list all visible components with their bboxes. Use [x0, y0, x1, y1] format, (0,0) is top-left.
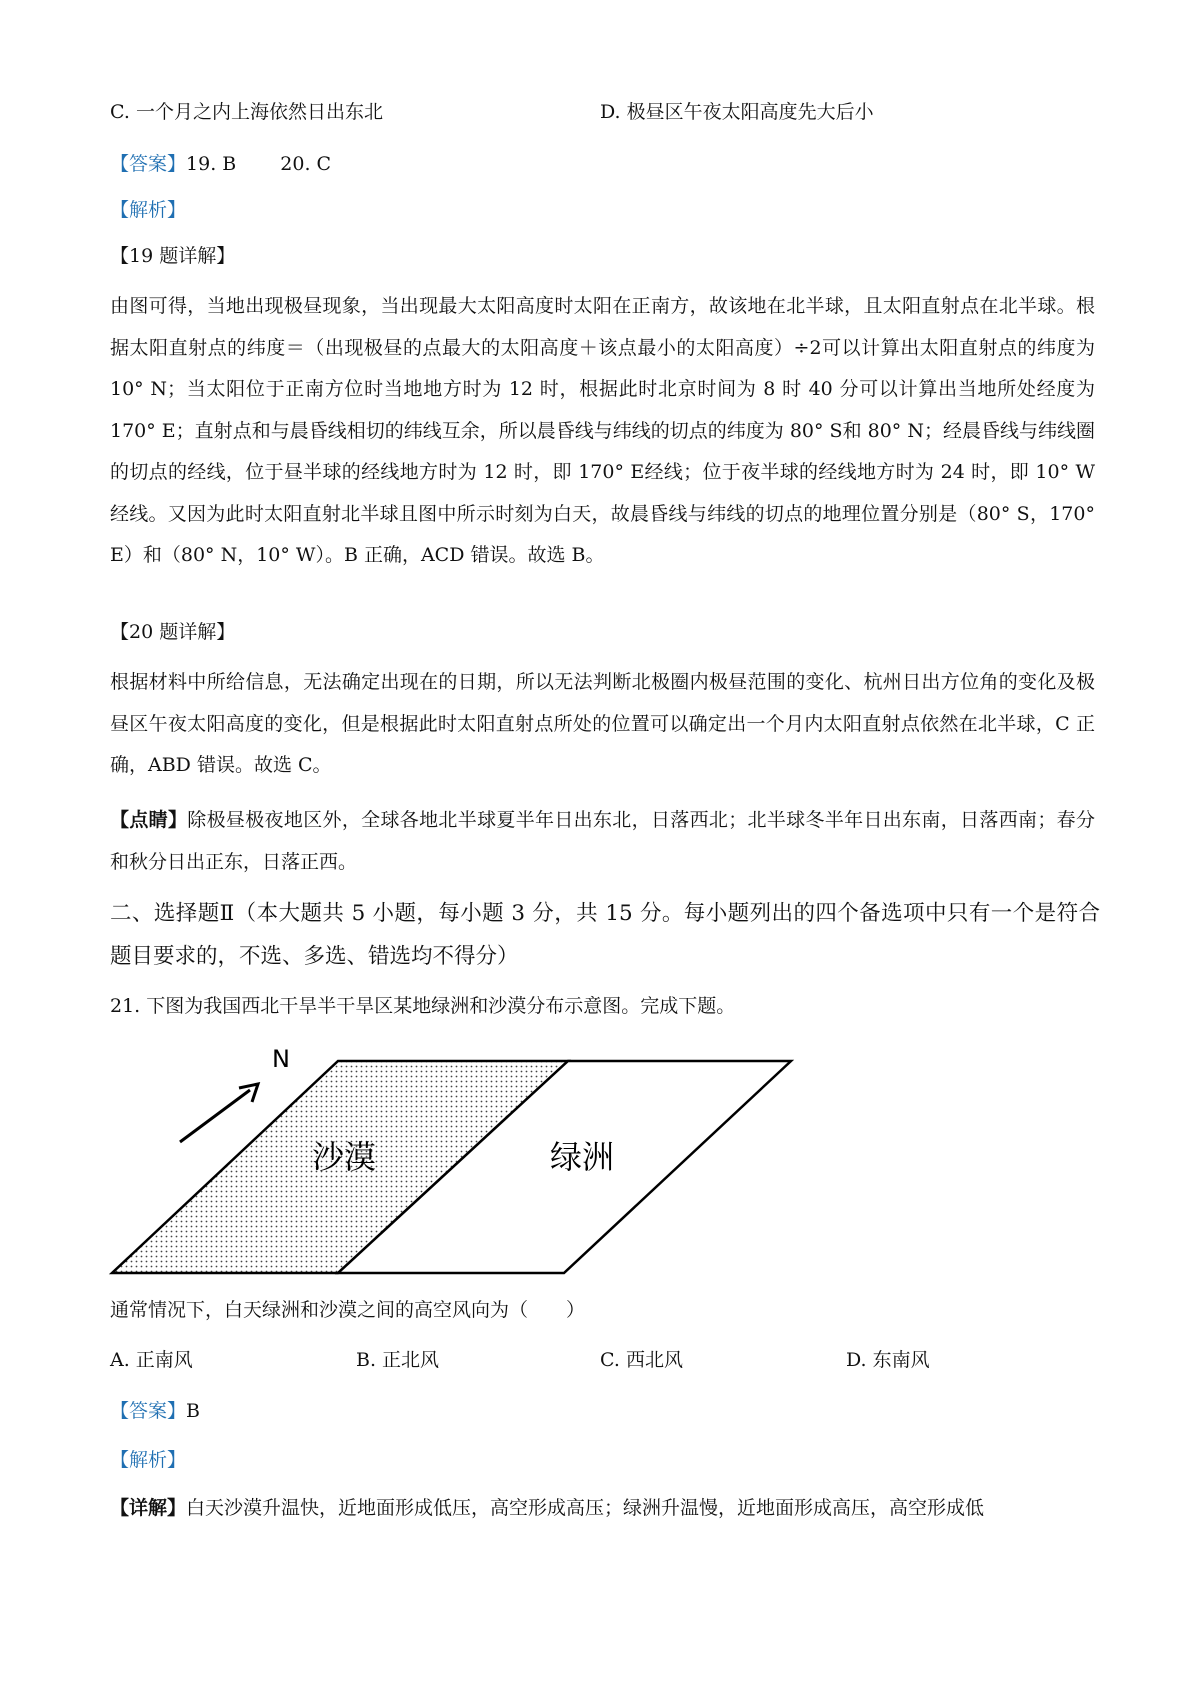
tip-body: 除极昼极夜地区外，全球各地北半球夏半年日出东北，日落西北；北半球冬半年日出东南，日落西南；春分和秋分日出正东，日落正西。	[110, 809, 1095, 873]
analysis-tag: 【解析】	[110, 199, 187, 221]
q21-stem: 21. 下图为我国西北干旱半干旱区某地绿洲和沙漠分布示意图。完成下题。	[110, 995, 736, 1017]
answer2-tag: 【答案】	[110, 1400, 187, 1422]
q19-heading: 【19 题详解】	[110, 245, 236, 267]
q21-option-b: B. 正北风	[356, 1349, 440, 1371]
north-arrow-icon	[239, 1084, 258, 1102]
q21-option-c: C. 西北风	[600, 1349, 683, 1371]
oasis-desert-diagram	[100, 1040, 820, 1280]
tip-paragraph	[110, 800, 1095, 883]
option-c: C. 一个月之内上海依然日出东北	[110, 101, 383, 123]
answer-line-2	[110, 1397, 200, 1425]
analysis-line-1	[110, 196, 186, 224]
q20-heading: 【20 题详解】	[110, 621, 236, 643]
q21-option-a: A. 正南风	[110, 1349, 193, 1371]
q20-explanation: 根据材料中所给信息，无法确定出现在的日期，所以无法判断北极圈内极昼范围的变化、杭州日出方位角的变化及极昼区午夜太阳高度的变化，但是根据此时太阳直射点所处的位置可以确定出一个月内太阳直射点依然在北半球，C 正确，ABD 错误。故选 C。	[110, 671, 1095, 776]
answer-tag: 【答案】	[110, 153, 187, 175]
desert-label: 沙漠	[312, 1138, 377, 1176]
q21-option-d: D. 东南风	[846, 1349, 930, 1371]
analysis-line-2	[110, 1446, 186, 1474]
answer-text: 19. B 20. C	[186, 153, 332, 175]
option-d: D. 极昼区午夜太阳高度先大后小	[600, 101, 874, 123]
north-label: N	[272, 1045, 290, 1073]
answer-line-1	[110, 150, 331, 178]
detail-tag: 【详解】	[110, 1497, 187, 1519]
q21-question: 通常情况下，白天绿洲和沙漠之间的高空风向为（ ）	[110, 1299, 586, 1321]
analysis2-tag: 【解析】	[110, 1449, 187, 1471]
detail-line	[110, 1494, 984, 1522]
tip-tag: 【点睛】	[110, 809, 188, 831]
detail-body: 白天沙漠升温快，近地面形成低压，高空形成高压；绿洲升温慢，近地面形成高压，高空形成低	[186, 1497, 985, 1519]
section-2-title: 二、选择题Ⅱ（本大题共 5 小题，每小题 3 分，共 15 分。每小题列出的四个备选项中只有一个是符合题目要求的，不选、多选、错选均不得分）	[110, 901, 1100, 969]
north-arrow-shaft	[180, 1090, 250, 1142]
answer2-text: B	[186, 1400, 200, 1422]
q19-explanation: 由图可得，当地出现极昼现象，当出现最大太阳高度时太阳在正南方，故该地在北半球，且太阳直射点在北半球。根据太阳直射点的纬度＝（出现极昼的点最大的太阳高度＋该点最小的太阳高度）÷2可以计算出太阳直射点的纬度为 10° N；当太阳位于正南方位时当地地方时为 12 时，根据此时北京时间为 8 时 40 分可以计算出当地所处经度为 170° E；直射点和与晨昏线相切的纬线互余，所以晨昏线与纬线的切点的纬度为 80° S和 80° N；经晨昏线与纬线圈的切点的经线，位于昼半球的经线地方时为 12 时，即 170° E经线；位于夜半球的经线地方时为 24 时，即 10° W经线。又因为此时太阳直射北半球且图中所示时刻为白天，故晨昏线与纬线的切点的地理位置分别是（80° S，170° E）和（80° N，10° W）。B 正确，ACD 错误。故选 B。	[110, 295, 1095, 566]
oasis-label: 绿洲	[550, 1138, 615, 1176]
